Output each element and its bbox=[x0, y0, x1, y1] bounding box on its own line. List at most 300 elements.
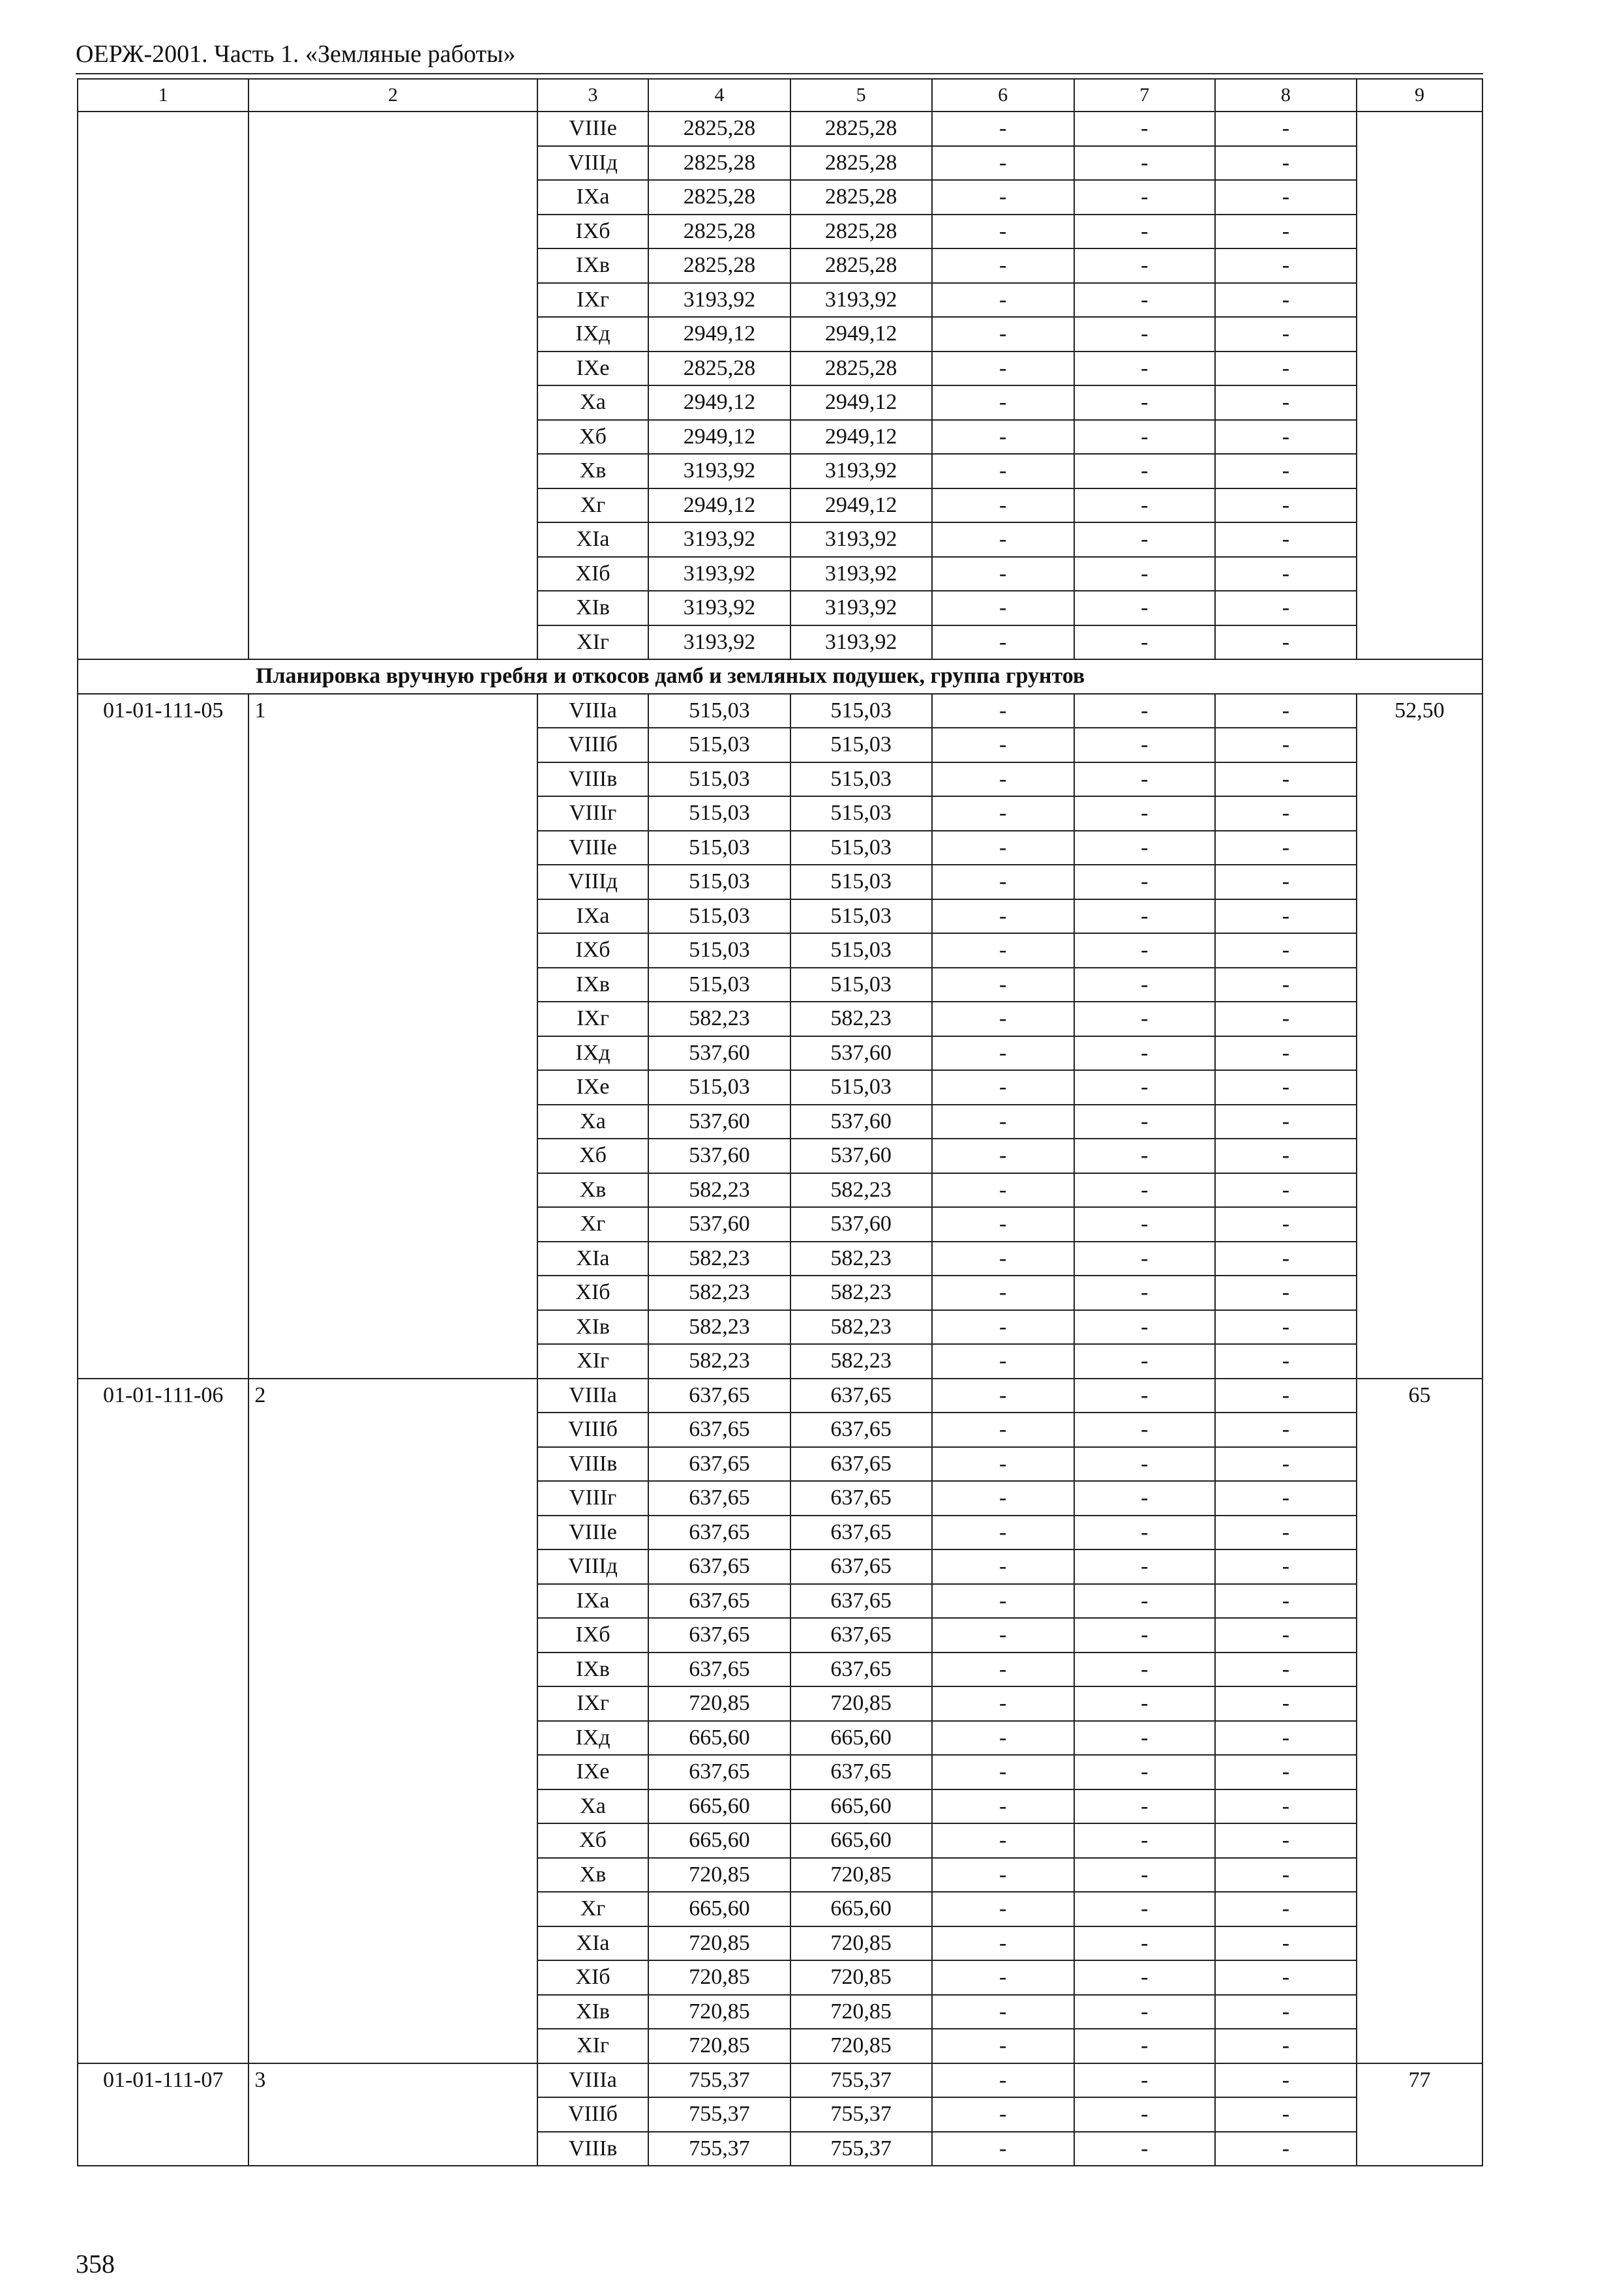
empty-dash: - bbox=[1074, 831, 1215, 865]
empty-dash: - bbox=[1215, 2132, 1357, 2166]
cost-value: 720,85 bbox=[648, 1995, 790, 2029]
soil-group: XIг bbox=[537, 625, 649, 660]
soil-group: VIIIе bbox=[537, 1516, 649, 1550]
empty-dash: - bbox=[932, 728, 1074, 762]
empty-dash: - bbox=[1074, 1379, 1215, 1413]
cost-value: 582,23 bbox=[648, 1344, 790, 1379]
empty-dash: - bbox=[1215, 1721, 1357, 1756]
cost-value: 637,65 bbox=[648, 1379, 790, 1413]
empty-dash: - bbox=[1215, 1242, 1357, 1276]
cost-value: 2825,28 bbox=[790, 215, 932, 249]
empty-dash: - bbox=[1074, 2029, 1215, 2063]
empty-dash: - bbox=[1074, 1653, 1215, 1687]
cost-value: 515,03 bbox=[790, 694, 932, 728]
cost-value: 515,03 bbox=[648, 728, 790, 762]
table-row bbox=[78, 1379, 1482, 1413]
cost-value: 2825,28 bbox=[648, 352, 790, 386]
cost-value: 637,65 bbox=[790, 1413, 932, 1447]
cost-value: 582,23 bbox=[790, 1344, 932, 1379]
empty-dash: - bbox=[1074, 1686, 1215, 1721]
empty-dash: - bbox=[932, 831, 1074, 865]
empty-dash: - bbox=[1215, 215, 1357, 249]
cost-value: 637,65 bbox=[648, 1447, 790, 1482]
empty-dash: - bbox=[1215, 728, 1357, 762]
cost-value: 637,65 bbox=[790, 1481, 932, 1516]
soil-group: IXе bbox=[537, 1070, 649, 1105]
cost-value: 582,23 bbox=[790, 1173, 932, 1208]
cost-value: 537,60 bbox=[790, 1105, 932, 1139]
table-row bbox=[78, 694, 1482, 728]
empty-dash: - bbox=[932, 146, 1074, 181]
soil-group: IXа bbox=[537, 180, 649, 215]
empty-dash: - bbox=[932, 2097, 1074, 2132]
empty-dash: - bbox=[1215, 1960, 1357, 1995]
cost-value: 665,60 bbox=[648, 1789, 790, 1824]
cost-value: 515,03 bbox=[790, 968, 932, 1002]
cost-value: 2825,28 bbox=[790, 112, 932, 146]
soil-group: IXв bbox=[537, 968, 649, 1002]
empty-dash: - bbox=[932, 1413, 1074, 1447]
empty-dash: - bbox=[1215, 112, 1357, 146]
empty-dash: - bbox=[1074, 796, 1215, 831]
empty-dash: - bbox=[932, 796, 1074, 831]
empty-dash: - bbox=[1215, 317, 1357, 352]
cost-value: 665,60 bbox=[648, 1721, 790, 1756]
empty-dash: - bbox=[1215, 385, 1357, 420]
empty-dash: - bbox=[1215, 1995, 1357, 2029]
soil-group: VIIIг bbox=[537, 1481, 649, 1516]
cost-value: 637,65 bbox=[648, 1413, 790, 1447]
empty-dash: - bbox=[1215, 420, 1357, 455]
empty-dash: - bbox=[932, 625, 1074, 660]
cost-value: 515,03 bbox=[648, 831, 790, 865]
cost-value: 3193,92 bbox=[790, 283, 932, 318]
soil-group: IXд bbox=[537, 1036, 649, 1071]
soil-group: VIIIа bbox=[537, 694, 649, 728]
soil-group: IXг bbox=[537, 283, 649, 318]
cost-value: 515,03 bbox=[648, 933, 790, 968]
soil-group: XIг bbox=[537, 1344, 649, 1379]
soil-group: VIIIд bbox=[537, 865, 649, 899]
cost-value: 3193,92 bbox=[648, 591, 790, 625]
cost-value: 515,03 bbox=[648, 865, 790, 899]
soil-group: IXе bbox=[537, 352, 649, 386]
soil-group: IXе bbox=[537, 1755, 649, 1789]
labor-value: 65 bbox=[1357, 1379, 1482, 2063]
empty-dash: - bbox=[1074, 146, 1215, 181]
soil-group: Xг bbox=[537, 488, 649, 523]
page-number: 358 bbox=[76, 2249, 115, 2279]
empty-dash: - bbox=[932, 1755, 1074, 1789]
cost-value: 537,60 bbox=[790, 1036, 932, 1071]
empty-dash: - bbox=[1074, 1789, 1215, 1824]
header-rule bbox=[76, 73, 1483, 74]
soil-group: XIб bbox=[537, 1960, 649, 1995]
empty-dash: - bbox=[1074, 385, 1215, 420]
cost-value: 537,60 bbox=[648, 1105, 790, 1139]
empty-dash: - bbox=[932, 899, 1074, 934]
empty-dash: - bbox=[1074, 488, 1215, 523]
work-number: 1 bbox=[248, 694, 537, 1379]
empty-dash: - bbox=[932, 1310, 1074, 1345]
column-header: 5 bbox=[790, 79, 932, 112]
empty-dash: - bbox=[1074, 865, 1215, 899]
column-header: 7 bbox=[1074, 79, 1215, 112]
cost-value: 637,65 bbox=[648, 1618, 790, 1653]
cost-value: 2949,12 bbox=[648, 488, 790, 523]
empty-dash: - bbox=[932, 1207, 1074, 1242]
section-title: Планировка вручную гребня и откосов дамб и земляных подушек, группа грунтов bbox=[78, 659, 1482, 694]
empty-dash: - bbox=[1074, 625, 1215, 660]
empty-dash: - bbox=[1074, 1002, 1215, 1036]
empty-dash: - bbox=[1074, 1344, 1215, 1379]
empty-dash: - bbox=[1215, 1344, 1357, 1379]
soil-group: VIIIд bbox=[537, 1549, 649, 1584]
empty-dash: - bbox=[1074, 1516, 1215, 1550]
work-number: 3 bbox=[248, 2063, 537, 2166]
cost-value: 3193,92 bbox=[790, 591, 932, 625]
cost-value: 2825,28 bbox=[648, 248, 790, 283]
soil-group: Xб bbox=[537, 420, 649, 455]
soil-group: IXб bbox=[537, 933, 649, 968]
soil-group: IXб bbox=[537, 1618, 649, 1653]
cost-value: 720,85 bbox=[790, 1926, 932, 1961]
empty-dash: - bbox=[1215, 1173, 1357, 1208]
cost-value: 2949,12 bbox=[648, 317, 790, 352]
empty-dash: - bbox=[1215, 1310, 1357, 1345]
empty-dash: - bbox=[932, 1858, 1074, 1893]
cost-value: 2949,12 bbox=[790, 420, 932, 455]
cost-value: 2825,28 bbox=[648, 180, 790, 215]
empty-dash: - bbox=[932, 1139, 1074, 1173]
empty-dash: - bbox=[1074, 1858, 1215, 1893]
empty-dash: - bbox=[932, 1173, 1074, 1208]
soil-group: VIIIб bbox=[537, 728, 649, 762]
cost-value: 720,85 bbox=[790, 1960, 932, 1995]
cost-value: 755,37 bbox=[648, 2132, 790, 2166]
column-header-row bbox=[78, 79, 1482, 112]
soil-group: XIв bbox=[537, 1310, 649, 1345]
empty-dash: - bbox=[1074, 1036, 1215, 1071]
rate-code: 01-01-111-06 bbox=[78, 1379, 248, 2063]
soil-group: IXв bbox=[537, 248, 649, 283]
empty-dash: - bbox=[1215, 1139, 1357, 1173]
soil-group: Xа bbox=[537, 1105, 649, 1139]
empty-dash: - bbox=[1074, 180, 1215, 215]
empty-dash: - bbox=[1215, 1207, 1357, 1242]
soil-group: IXв bbox=[537, 1653, 649, 1687]
empty-dash: - bbox=[1215, 180, 1357, 215]
empty-dash: - bbox=[932, 591, 1074, 625]
cost-value: 515,03 bbox=[648, 1070, 790, 1105]
cost-value: 515,03 bbox=[790, 831, 932, 865]
empty-dash: - bbox=[1074, 1721, 1215, 1756]
empty-dash: - bbox=[1215, 557, 1357, 591]
cost-value: 3193,92 bbox=[648, 522, 790, 557]
empty-dash: - bbox=[932, 283, 1074, 318]
cost-value: 2825,28 bbox=[790, 248, 932, 283]
empty-dash: - bbox=[932, 557, 1074, 591]
empty-dash: - bbox=[1215, 1686, 1357, 1721]
soil-group: Xв bbox=[537, 1858, 649, 1893]
empty-dash: - bbox=[1215, 1070, 1357, 1105]
empty-dash: - bbox=[932, 1379, 1074, 1413]
empty-dash: - bbox=[1215, 1858, 1357, 1893]
cost-value: 515,03 bbox=[790, 899, 932, 934]
rate-code: 01-01-111-05 bbox=[78, 694, 248, 1379]
cost-value: 3193,92 bbox=[790, 625, 932, 660]
empty-dash: - bbox=[1215, 1002, 1357, 1036]
empty-dash: - bbox=[932, 1036, 1074, 1071]
empty-dash: - bbox=[1074, 1481, 1215, 1516]
cost-value: 515,03 bbox=[648, 694, 790, 728]
cost-value: 720,85 bbox=[648, 2029, 790, 2063]
cost-value: 2825,28 bbox=[790, 180, 932, 215]
cost-value: 637,65 bbox=[648, 1755, 790, 1789]
empty-dash: - bbox=[1215, 2097, 1357, 2132]
empty-dash: - bbox=[1215, 454, 1357, 488]
empty-dash: - bbox=[932, 317, 1074, 352]
empty-dash: - bbox=[932, 2132, 1074, 2166]
cost-value: 2825,28 bbox=[790, 352, 932, 386]
cost-value: 665,60 bbox=[790, 1789, 932, 1824]
empty-dash: - bbox=[1074, 1618, 1215, 1653]
soil-group: XIв bbox=[537, 591, 649, 625]
cost-value: 720,85 bbox=[648, 1858, 790, 1893]
empty-dash: - bbox=[1215, 352, 1357, 386]
cost-value: 637,65 bbox=[648, 1584, 790, 1619]
empty-dash: - bbox=[1215, 1823, 1357, 1858]
empty-dash: - bbox=[1215, 1413, 1357, 1447]
empty-dash: - bbox=[932, 248, 1074, 283]
cost-value: 720,85 bbox=[790, 1858, 932, 1893]
empty-dash: - bbox=[1074, 1995, 1215, 2029]
empty-dash: - bbox=[1215, 591, 1357, 625]
cost-value: 2825,28 bbox=[648, 112, 790, 146]
soil-group: Xг bbox=[537, 1892, 649, 1926]
cost-value: 3193,92 bbox=[790, 557, 932, 591]
labor-value: 52,50 bbox=[1357, 694, 1482, 1379]
column-header: 3 bbox=[537, 79, 649, 112]
empty-dash: - bbox=[1215, 831, 1357, 865]
empty-dash: - bbox=[1215, 762, 1357, 797]
empty-dash: - bbox=[1074, 933, 1215, 968]
work-number: 2 bbox=[248, 1379, 537, 2063]
empty-dash: - bbox=[1074, 694, 1215, 728]
soil-group: IXд bbox=[537, 317, 649, 352]
soil-group: VIIIб bbox=[537, 2097, 649, 2132]
empty-dash: - bbox=[1074, 591, 1215, 625]
empty-dash: - bbox=[932, 215, 1074, 249]
column-header: 4 bbox=[648, 79, 790, 112]
cost-value: 515,03 bbox=[648, 762, 790, 797]
labor-value bbox=[1357, 112, 1482, 659]
rate-code: 01-01-111-07 bbox=[78, 2063, 248, 2166]
empty-dash: - bbox=[1074, 1207, 1215, 1242]
soil-group: IXа bbox=[537, 1584, 649, 1619]
empty-dash: - bbox=[1074, 317, 1215, 352]
table-row bbox=[78, 112, 1482, 146]
empty-dash: - bbox=[1215, 625, 1357, 660]
empty-dash: - bbox=[932, 2029, 1074, 2063]
empty-dash: - bbox=[932, 1926, 1074, 1961]
cost-value: 537,60 bbox=[790, 1207, 932, 1242]
empty-dash: - bbox=[1215, 146, 1357, 181]
cost-value: 3193,92 bbox=[648, 625, 790, 660]
empty-dash: - bbox=[1215, 1755, 1357, 1789]
empty-dash: - bbox=[1215, 488, 1357, 523]
cost-value: 515,03 bbox=[648, 968, 790, 1002]
cost-value: 637,65 bbox=[790, 1379, 932, 1413]
empty-dash: - bbox=[932, 488, 1074, 523]
soil-group: XIа bbox=[537, 1242, 649, 1276]
soil-group: XIг bbox=[537, 2029, 649, 2063]
empty-dash: - bbox=[932, 1447, 1074, 1482]
cost-value: 665,60 bbox=[790, 1892, 932, 1926]
table-row bbox=[78, 2063, 1482, 2098]
empty-dash: - bbox=[1215, 283, 1357, 318]
cost-value: 582,23 bbox=[648, 1002, 790, 1036]
empty-dash: - bbox=[1074, 248, 1215, 283]
soil-group: VIIIб bbox=[537, 1413, 649, 1447]
empty-dash: - bbox=[1215, 1516, 1357, 1550]
cost-value: 755,37 bbox=[648, 2097, 790, 2132]
soil-group: VIIIг bbox=[537, 796, 649, 831]
empty-dash: - bbox=[1074, 762, 1215, 797]
cost-value: 2949,12 bbox=[648, 385, 790, 420]
cost-value: 582,23 bbox=[790, 1002, 932, 1036]
empty-dash: - bbox=[1215, 796, 1357, 831]
empty-dash: - bbox=[1074, 522, 1215, 557]
empty-dash: - bbox=[932, 968, 1074, 1002]
soil-group: VIIIв bbox=[537, 762, 649, 797]
rates-table bbox=[77, 78, 1483, 2166]
column-header: 1 bbox=[78, 79, 248, 112]
cost-value: 637,65 bbox=[648, 1653, 790, 1687]
cost-value: 637,65 bbox=[790, 1584, 932, 1619]
cost-value: 515,03 bbox=[648, 899, 790, 934]
document-header: ОЕРЖ-2001. Часть 1. «Земляные работы» bbox=[76, 40, 516, 68]
soil-group: Xв bbox=[537, 1173, 649, 1208]
empty-dash: - bbox=[932, 1960, 1074, 1995]
cost-value: 537,60 bbox=[648, 1139, 790, 1173]
empty-dash: - bbox=[932, 2063, 1074, 2098]
empty-dash: - bbox=[1074, 1447, 1215, 1482]
empty-dash: - bbox=[1074, 557, 1215, 591]
column-header: 2 bbox=[248, 79, 537, 112]
empty-dash: - bbox=[1215, 1036, 1357, 1071]
column-header: 8 bbox=[1215, 79, 1357, 112]
cost-value: 637,65 bbox=[790, 1618, 932, 1653]
empty-dash: - bbox=[1074, 454, 1215, 488]
empty-dash: - bbox=[1215, 968, 1357, 1002]
empty-dash: - bbox=[932, 1584, 1074, 1619]
empty-dash: - bbox=[1215, 1379, 1357, 1413]
soil-group: VIIIв bbox=[537, 1447, 649, 1482]
soil-group: IXд bbox=[537, 1721, 649, 1756]
cost-value: 2825,28 bbox=[790, 146, 932, 181]
empty-dash: - bbox=[1074, 1276, 1215, 1310]
empty-dash: - bbox=[1074, 728, 1215, 762]
empty-dash: - bbox=[932, 762, 1074, 797]
empty-dash: - bbox=[1074, 215, 1215, 249]
cost-value: 720,85 bbox=[648, 1926, 790, 1961]
empty-dash: - bbox=[932, 1481, 1074, 1516]
cost-value: 537,60 bbox=[790, 1139, 932, 1173]
soil-group: VIIIа bbox=[537, 2063, 649, 2098]
soil-group: XIб bbox=[537, 1276, 649, 1310]
cost-value: 665,60 bbox=[790, 1721, 932, 1756]
soil-group: Xг bbox=[537, 1207, 649, 1242]
empty-dash: - bbox=[1215, 2029, 1357, 2063]
empty-dash: - bbox=[932, 933, 1074, 968]
empty-dash: - bbox=[1074, 420, 1215, 455]
soil-group: VIIIе bbox=[537, 831, 649, 865]
empty-dash: - bbox=[1215, 1653, 1357, 1687]
cost-value: 2825,28 bbox=[648, 215, 790, 249]
empty-dash: - bbox=[1215, 248, 1357, 283]
empty-dash: - bbox=[932, 180, 1074, 215]
empty-dash: - bbox=[1074, 1070, 1215, 1105]
column-header: 9 bbox=[1357, 79, 1482, 112]
cost-value: 637,65 bbox=[790, 1549, 932, 1584]
empty-dash: - bbox=[1215, 1584, 1357, 1619]
column-header: 6 bbox=[932, 79, 1074, 112]
empty-dash: - bbox=[1215, 899, 1357, 934]
empty-dash: - bbox=[1215, 1549, 1357, 1584]
empty-dash: - bbox=[1074, 1242, 1215, 1276]
empty-dash: - bbox=[1074, 1105, 1215, 1139]
empty-dash: - bbox=[1074, 2097, 1215, 2132]
empty-dash: - bbox=[1074, 1310, 1215, 1345]
empty-dash: - bbox=[1074, 1584, 1215, 1619]
cost-value: 2949,12 bbox=[790, 488, 932, 523]
empty-dash: - bbox=[1074, 352, 1215, 386]
cost-value: 582,23 bbox=[648, 1242, 790, 1276]
soil-group: IXа bbox=[537, 899, 649, 934]
empty-dash: - bbox=[1215, 865, 1357, 899]
cost-value: 582,23 bbox=[790, 1276, 932, 1310]
cost-value: 2825,28 bbox=[648, 146, 790, 181]
empty-dash: - bbox=[1215, 1926, 1357, 1961]
empty-dash: - bbox=[1215, 1447, 1357, 1482]
empty-dash: - bbox=[1074, 283, 1215, 318]
empty-dash: - bbox=[932, 112, 1074, 146]
cost-value: 2949,12 bbox=[790, 317, 932, 352]
soil-group: Xв bbox=[537, 454, 649, 488]
cost-value: 3193,92 bbox=[648, 283, 790, 318]
cost-value: 3193,92 bbox=[648, 557, 790, 591]
soil-group: IXг bbox=[537, 1686, 649, 1721]
empty-dash: - bbox=[932, 1618, 1074, 1653]
empty-dash: - bbox=[1215, 2063, 1357, 2098]
cost-value: 515,03 bbox=[790, 865, 932, 899]
section-row bbox=[78, 659, 1482, 694]
soil-group: VIIIд bbox=[537, 146, 649, 181]
empty-dash: - bbox=[932, 420, 1074, 455]
cost-value: 637,65 bbox=[648, 1481, 790, 1516]
cost-value: 515,03 bbox=[648, 796, 790, 831]
empty-dash: - bbox=[932, 1789, 1074, 1824]
soil-group: XIб bbox=[537, 557, 649, 591]
empty-dash: - bbox=[932, 694, 1074, 728]
cost-value: 537,60 bbox=[648, 1207, 790, 1242]
empty-dash: - bbox=[932, 1721, 1074, 1756]
empty-dash: - bbox=[1215, 933, 1357, 968]
soil-group: Xа bbox=[537, 385, 649, 420]
cost-value: 720,85 bbox=[790, 1995, 932, 2029]
empty-dash: - bbox=[1074, 1823, 1215, 1858]
